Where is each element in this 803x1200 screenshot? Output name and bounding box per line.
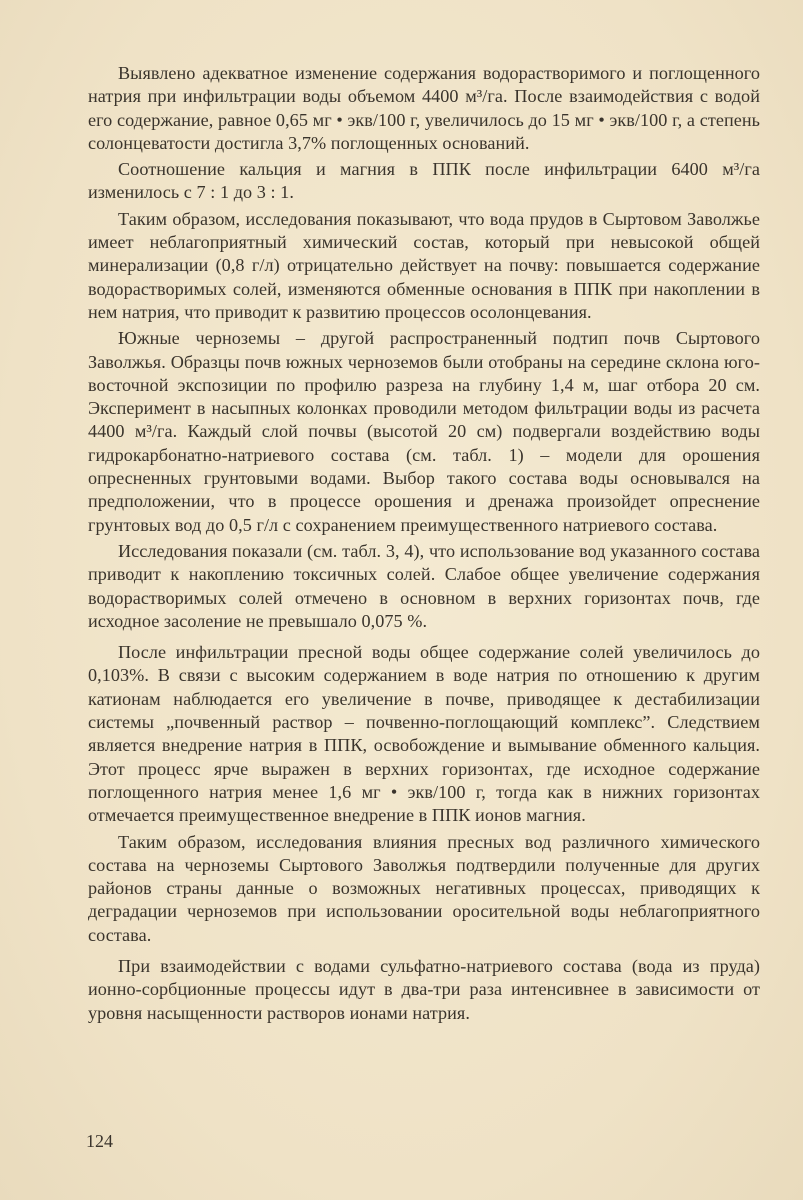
paragraph-fresh-water-infiltration: После инфильтрации пресной воды общее содержание солей увеличилось до 0,103%. В связи с высоким содержанием в воде натрия по отношению к другим катионам наблюдается его увеличение в почве, приводящее к дестабилизации системы „почвенный раствор – почвенно-поглощающий комплекс”. Следствием является внедрение натрия в ППК, освобождение и вымывание обменного кальция. Этот процесс ярче выражен в верхних горизонтах, где исходное содержание поглощенного натрия менее 1,6 мг • экв/100 г, тогда как в нижних горизонтах отмечается преимущественное внедрение в ППК ионов магния. bbox=[88, 642, 760, 826]
paragraph-study-results: Исследования показали (см. табл. 3, 4), что использование вод указанного состава приводит к накоплению токсичных солей. Слабое общее увеличение содержания водорастворимых солей отмечено в основном в верхних горизонтах почв, где исходное засоление не превышало 0,075 %. bbox=[88, 540, 760, 631]
page-number: 124 bbox=[86, 1131, 113, 1151]
paragraph-pond-water-conclusion: Таким образом, исследования показывают, что вода прудов в Сыртовом Заволжье имеет неблагоприятный химический состав, который при невысокой общей минерализации (0,8 г/л) отрицательно действует на почву: повышается содержание водорастворимых солей, изменяются обменные основания в ППК при накоплении в нем натрия, что приводит к развитию процессов осолонцевания. bbox=[88, 208, 760, 322]
body-text bbox=[88, 62, 760, 1028]
paragraph-sodium-infiltration: Выявлено адекватное изменение содержания водорастворимого и поглощенного натрия при инфильтрации воды объемом 4400 м³/га. После взаимодействия с водой его содержание, равное 0,65 мг • экв/100 г, увеличилось до 15 мг • экв/100 г, а степень солонцеватости достигла 3,7% поглощенных оснований. bbox=[88, 63, 760, 153]
paragraph-sulfate-sodium-waters: При взаимодействии с водами сульфатно-натриевого состава (вода из пруда) ионно-сорбционные процессы идут в два-три раза интенсивнее в зависимости от уровня насыщенности растворов ионами натрия. bbox=[88, 955, 760, 1023]
paragraph-calcium-magnesium-ratio: Соотношение кальция и магния в ППК после инфильтрации 6400 м³/га изменилось с 7 : 1 до 3 : 1. bbox=[88, 159, 760, 203]
paragraph-southern-chernozems: Южные черноземы – другой распространенный подтип почв Сыртового Заволжья. Образцы почв южных черноземов были отобраны на середине склона юго-восточной экспозиции по профилю разреза на глубину 1,4 м, шаг отбора 20 см. Эксперимент в насыпных колонках проводили методом фильтрации воды из расчета 4400 м³/га. Каждый слой почвы (высотой 20 см) подвергали воздействию воды гидрокарбонатно-натриевого состава (см. табл. 1) – модели для орошения опресненных грунтовыми водами. Выбор такого состава воды основывался на предположении, что в процессе орошения и дренажа произойдет опреснение грунтовых вод до 0,5 г/л с сохранением преимущественного натриевого состава. bbox=[88, 328, 760, 535]
paragraph-final-conclusion: Таким образом, исследования влияния пресных вод различного химического состава на черноземы Сыртового Заволжья подтвердили полученные для других районов страны данные о возможных негативных процессах, приводящих к деградации черноземов при использовании оросительной воды неблагоприятного состава. bbox=[88, 831, 760, 945]
